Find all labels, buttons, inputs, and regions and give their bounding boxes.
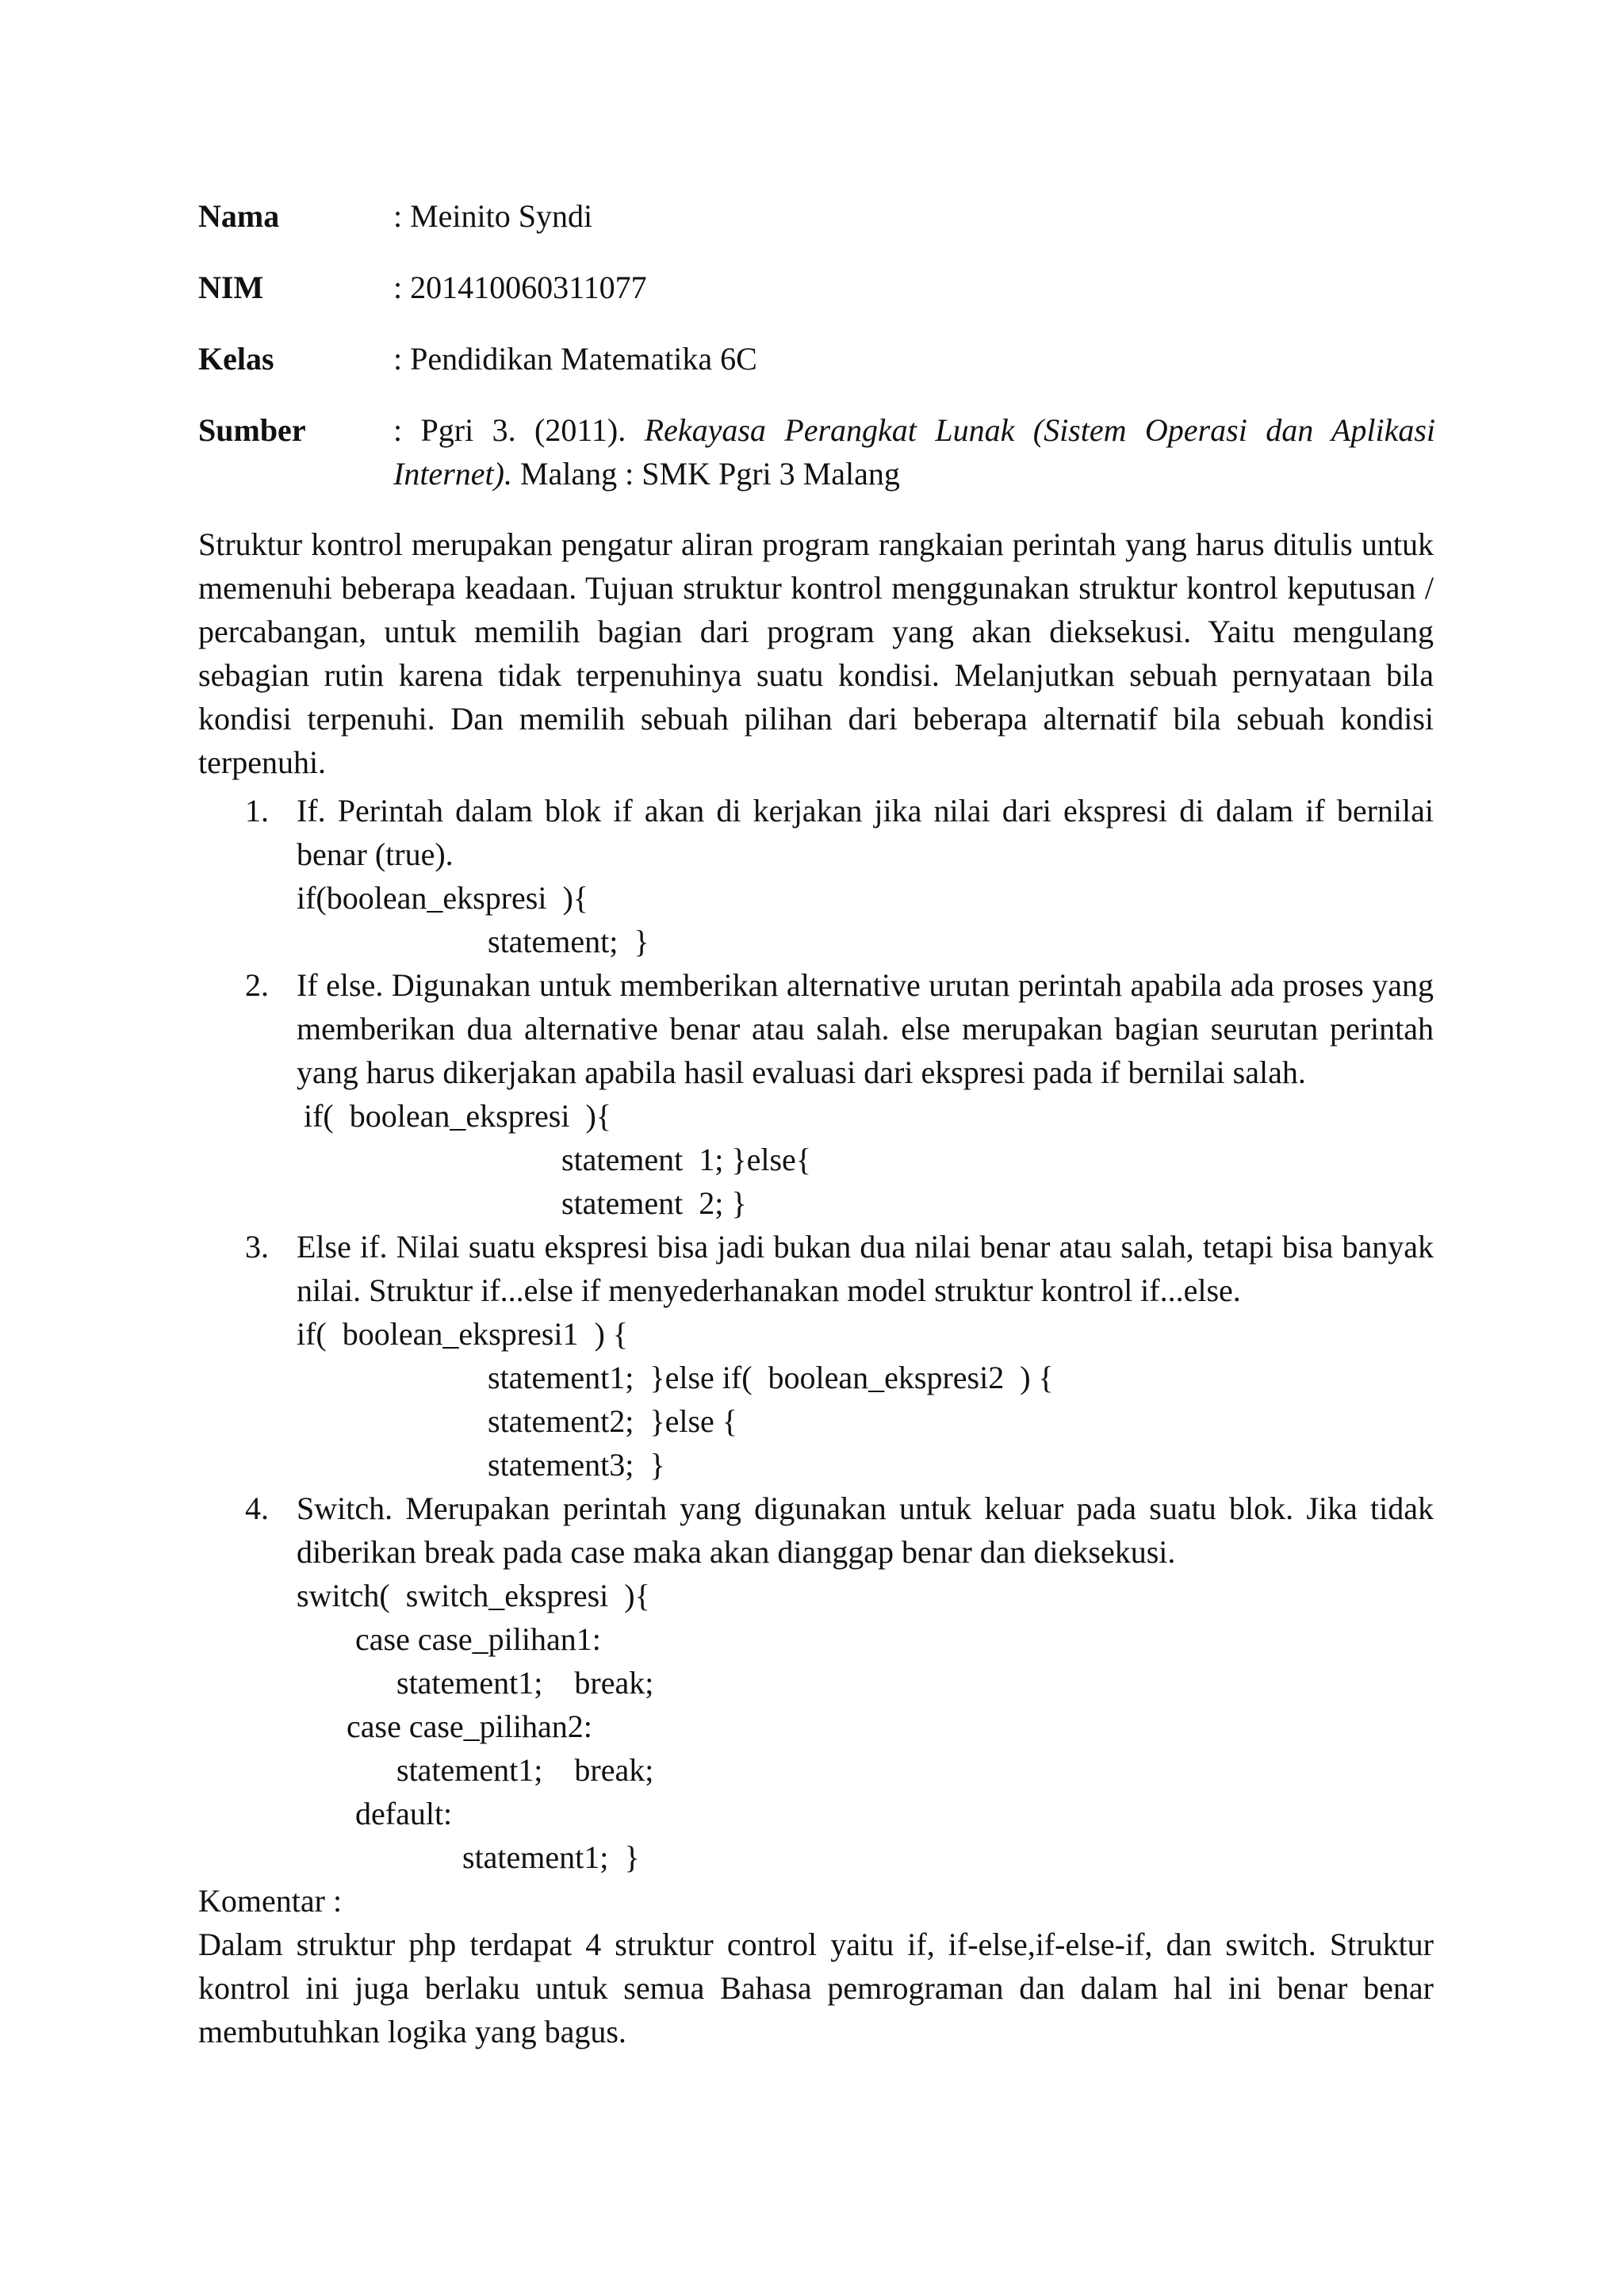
item-1-number: 1. [245, 793, 269, 828]
item-1-code-line: if(boolean_ekspresi ){ [297, 880, 588, 916]
source-citation [393, 408, 1435, 496]
item-4-code-line: statement1; break; [396, 1665, 654, 1701]
item-1-text: If. Perintah dalam blok if akan di kerjakan jika nilai dari ekspresi di dalam if bernilai benar (true). [297, 793, 1434, 872]
item-4-code-line: default: [355, 1796, 453, 1831]
item-3-code-line: statement2; }else { [488, 1403, 737, 1439]
nim-value: : 201410060311077 [393, 270, 647, 305]
item-2-code-line: statement 2; } [561, 1185, 747, 1221]
item-2-code-line: statement 1; }else{ [561, 1142, 811, 1177]
item-2-number: 2. [245, 967, 269, 1003]
nim-label: NIM [198, 270, 264, 305]
item-3-number: 3. [245, 1229, 269, 1265]
item-3-text: Else if. Nilai suatu ekspresi bisa jadi bukan dua nilai benar atau salah, tetapi bisa banyak nilai. Struktur if...else if menyederhanakan model struktur kontrol if...else. [297, 1229, 1434, 1308]
item-4-code-line: switch( switch_ekspresi ){ [297, 1578, 650, 1613]
item-4-number: 4. [245, 1490, 269, 1526]
name-label: Nama [198, 198, 280, 234]
item-4-code-line: statement1; } [462, 1839, 640, 1875]
source-prefix: : Pgri 3. (2011). [393, 412, 626, 448]
source-label: Sumber [198, 412, 306, 448]
comment-paragraph: Dalam struktur php terdapat 4 struktur control yaitu if, if-else,if-else-if, dan switch. Struktur kontrol ini juga berlaku untuk semua Bahasa pemrograman dan dalam hal ini benar benar membutuhkan logika yang bagus. [198, 1927, 1434, 2049]
item-4-code-line: statement1; break; [396, 1752, 654, 1788]
item-4-code-line: case case_pilihan1: [355, 1621, 601, 1657]
intro-paragraph: Struktur kontrol merupakan pengatur aliran program rangkaian perintah yang harus ditulis untuk memenuhi beberapa keadaan. Tujuan struktur kontrol menggunakan struktur kontrol keputusan / percabangan, untuk memilih bagian dari program yang akan dieksekusi. Yaitu mengulang sebagian rutin karena tidak terpenuhinya suatu kondisi. Melanjutkan sebuah pernyataan bila kondisi terpenuhi. Dan memilih sebuah pilihan dari beberapa alternatif bila sebuah kondisi terpenuhi. [198, 526, 1434, 780]
item-1-code-line: statement; } [488, 924, 649, 959]
source-suffix: Malang : SMK Pgri 3 Malang [519, 456, 900, 492]
item-3-code-line: if( boolean_ekspresi1 ) { [297, 1316, 628, 1352]
item-4-code-line: case case_pilihan2: [347, 1709, 592, 1744]
class-label: Kelas [198, 341, 274, 377]
item-2-code-line: if( boolean_ekspresi ){ [304, 1098, 611, 1134]
item-4-text: Switch. Merupakan perintah yang digunakan untuk keluar pada suatu blok. Jika tidak diberikan break pada case maka akan dianggap benar dan dieksekusi. [297, 1490, 1434, 1570]
name-value: : Meinito Syndi [393, 198, 593, 234]
class-value: : Pendidikan Matematika 6C [393, 341, 757, 377]
source-title: Rekayasa Perangkat Lunak (Sistem Operasi dan Aplikasi Internet). [393, 412, 1436, 492]
item-2-text: If else. Digunakan untuk memberikan alternative urutan perintah apabila ada proses yang memberikan dua alternative benar atau salah. else merupakan bagian seurutan perintah yang harus dikerjakan apabila hasil evaluasi dari ekspresi pada if bernilai salah. [297, 967, 1434, 1090]
item-3-code-line: statement1; }else if( boolean_ekspresi2 ) { [488, 1360, 1054, 1395]
comment-label: Komentar : [198, 1883, 343, 1919]
item-3-code-line: statement3; } [488, 1447, 665, 1483]
